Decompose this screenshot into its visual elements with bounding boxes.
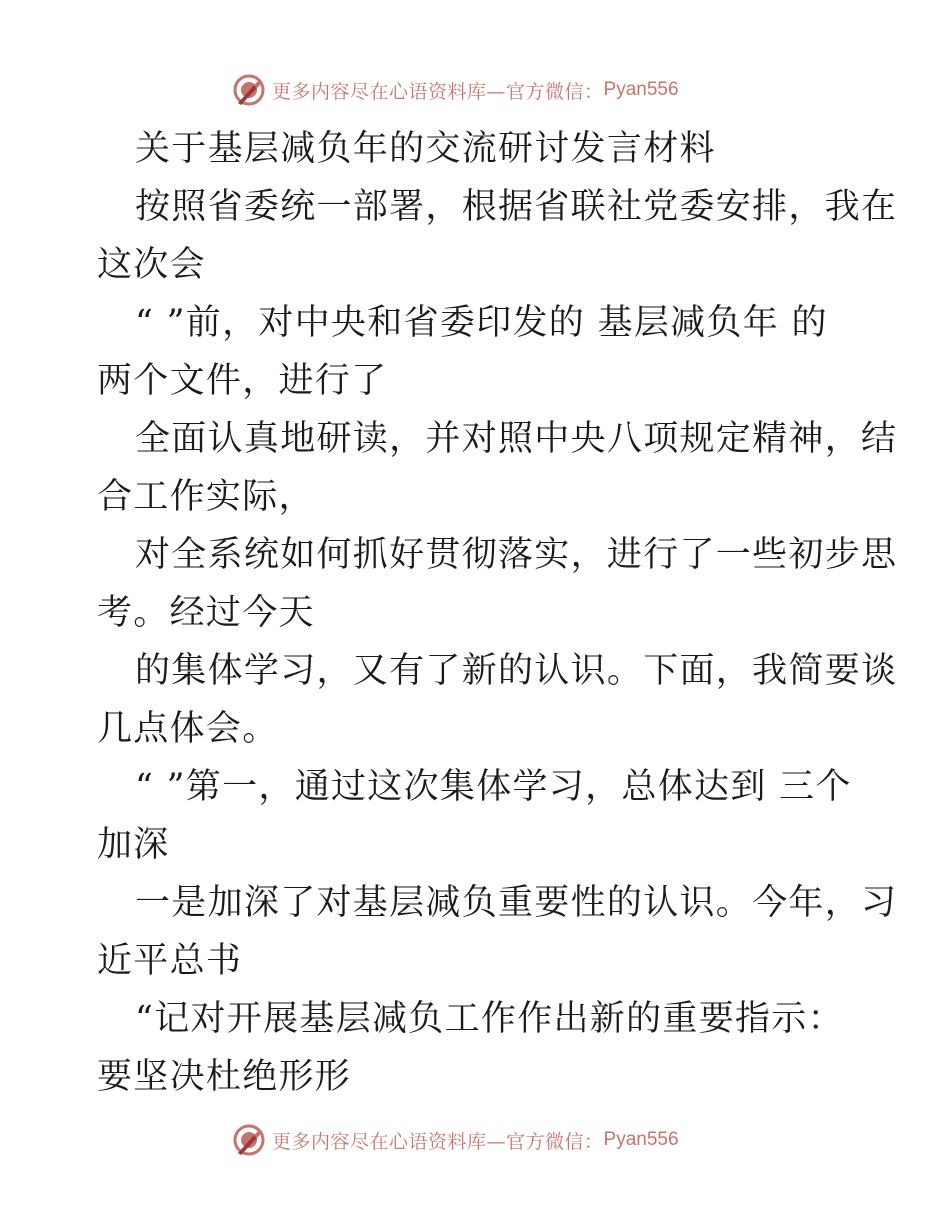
text-line: 的集体学习，又有了新的认识。下面，我简要谈 (135, 651, 898, 691)
text-line: 要坚决杜绝形形 (97, 1057, 352, 1097)
watermark-banner-top (232, 70, 712, 110)
text-line: 两个文件，进行了 (97, 361, 388, 401)
pen-logo-icon (232, 73, 266, 107)
text-line: 对全系统如何抓好贯彻落实，进行了一些初步思 (135, 535, 898, 575)
text-line: 一是加深了对基层减负重要性的认识。今年，习 (135, 883, 898, 923)
text-line: 这次会 (97, 245, 206, 285)
text-line: 加深 (97, 825, 170, 865)
watermark-text: 更多内容尽在心语资料库—官方微信： (272, 1130, 604, 1153)
text-line: 几点体会。 (97, 709, 279, 749)
document-body (97, 120, 898, 1106)
text-line: 合工作实际， (97, 477, 315, 517)
text-line: “ ”前，对中央和省委印发的 基层减负年 的 (135, 303, 828, 343)
text-line: “ ”第一，通过这次集体学习，总体达到 三个 (135, 767, 852, 807)
watermark-handle: Pyan556 (603, 79, 679, 100)
text-line: 全面认真地研读，并对照中央八项规定精神，结 (135, 419, 898, 459)
document-title: 关于基层减负年的交流研讨发言材料 (135, 129, 716, 169)
text-line: 考。经过今天 (97, 593, 315, 633)
watermark-handle: Pyan556 (603, 1129, 679, 1150)
text-line: 近平总书 (97, 941, 243, 981)
pen-logo-icon (232, 1123, 266, 1157)
watermark-banner-bottom (232, 1120, 712, 1160)
text-line: “记对开展基层减负工作作出新的重要指示： (135, 999, 844, 1039)
watermark-text: 更多内容尽在心语资料库—官方微信： (272, 80, 604, 103)
text-line: 按照省委统一部署，根据省联社党委安排，我在 (135, 187, 898, 227)
